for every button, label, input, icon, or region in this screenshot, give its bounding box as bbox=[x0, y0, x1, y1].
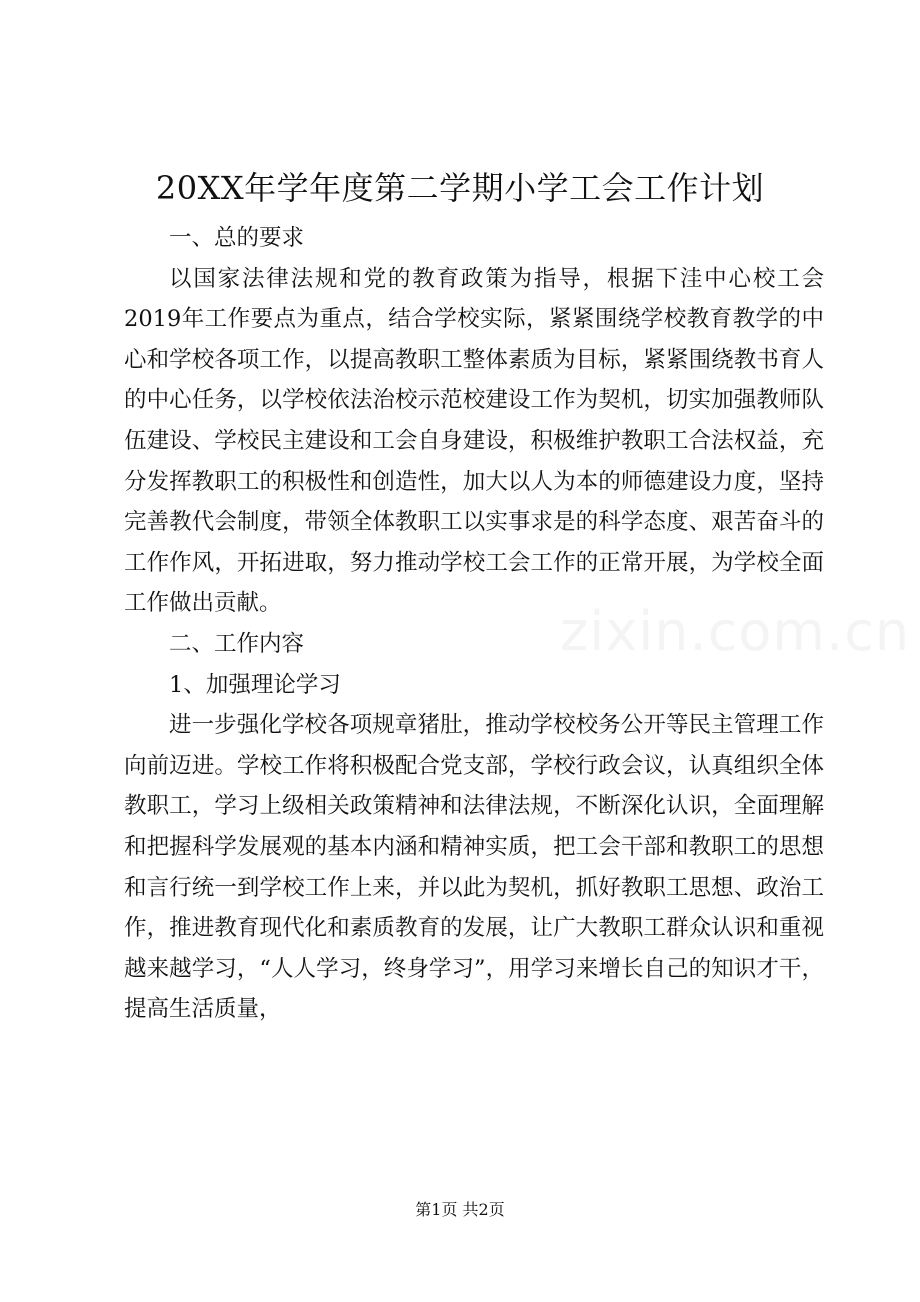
paragraph-general-requirements: 以国家法律法规和党的教育政策为指导，根据下洼中心校工会2019年工作要点为重点，结合学校实际，紧紧围绕学校教育教学的中心和学校各项工作，以提高教职工整体素质为目标，紧紧围绕教书育人的中心任务，以学校依法治校示范校建设工作为契机，切实加强教师队伍建设、学校民主建设和工会自身建设，积极维护教职工合法权益，充分发挥教职工的积极性和创造性，加大以人为本的师德建设力度，坚持完善教代会制度，带领全体教职工以实事求是的科学态度、艰苦奋斗的工作作风，开拓进取，努力推动学校工会工作的正常开展，为学校全面工作做出贡献。 bbox=[124, 265, 824, 617]
section-heading-general-requirements: 一、总的要求 bbox=[169, 225, 305, 251]
document-body bbox=[124, 218, 824, 1030]
subheading-theory-study: 1、加强理论学习 bbox=[169, 671, 341, 698]
page-footer: 第1页 共2页 bbox=[415, 1200, 505, 1219]
document-title: 20XX年学年度第二学期小学工会工作计划 bbox=[155, 169, 765, 207]
paragraph-theory-study: 进一步强化学校各项规章猪肚，推动学校校务公开等民主管理工作向前迈进。学校工作将积极配合党支部，学校行政会议，认真组织全体教职工，学习上级相关政策精神和法律法规，不断深化认识，全面理解和把握科学发展观的基本内涵和精神实质，把工会干部和教职工的思想和言行统一到学校工作上来，并以此为契机，抓好教职工思想、政治工作，推进教育现代化和素质教育的发展，让广大教职工群众认识和重视越来越学习，“人人学习，终身学习”，用学习来增长自己的知识才干，提高生活质量， bbox=[124, 712, 824, 1023]
watermark: zixin.com.cn bbox=[560, 600, 911, 663]
section-heading-work-content: 二、工作内容 bbox=[169, 630, 305, 657]
